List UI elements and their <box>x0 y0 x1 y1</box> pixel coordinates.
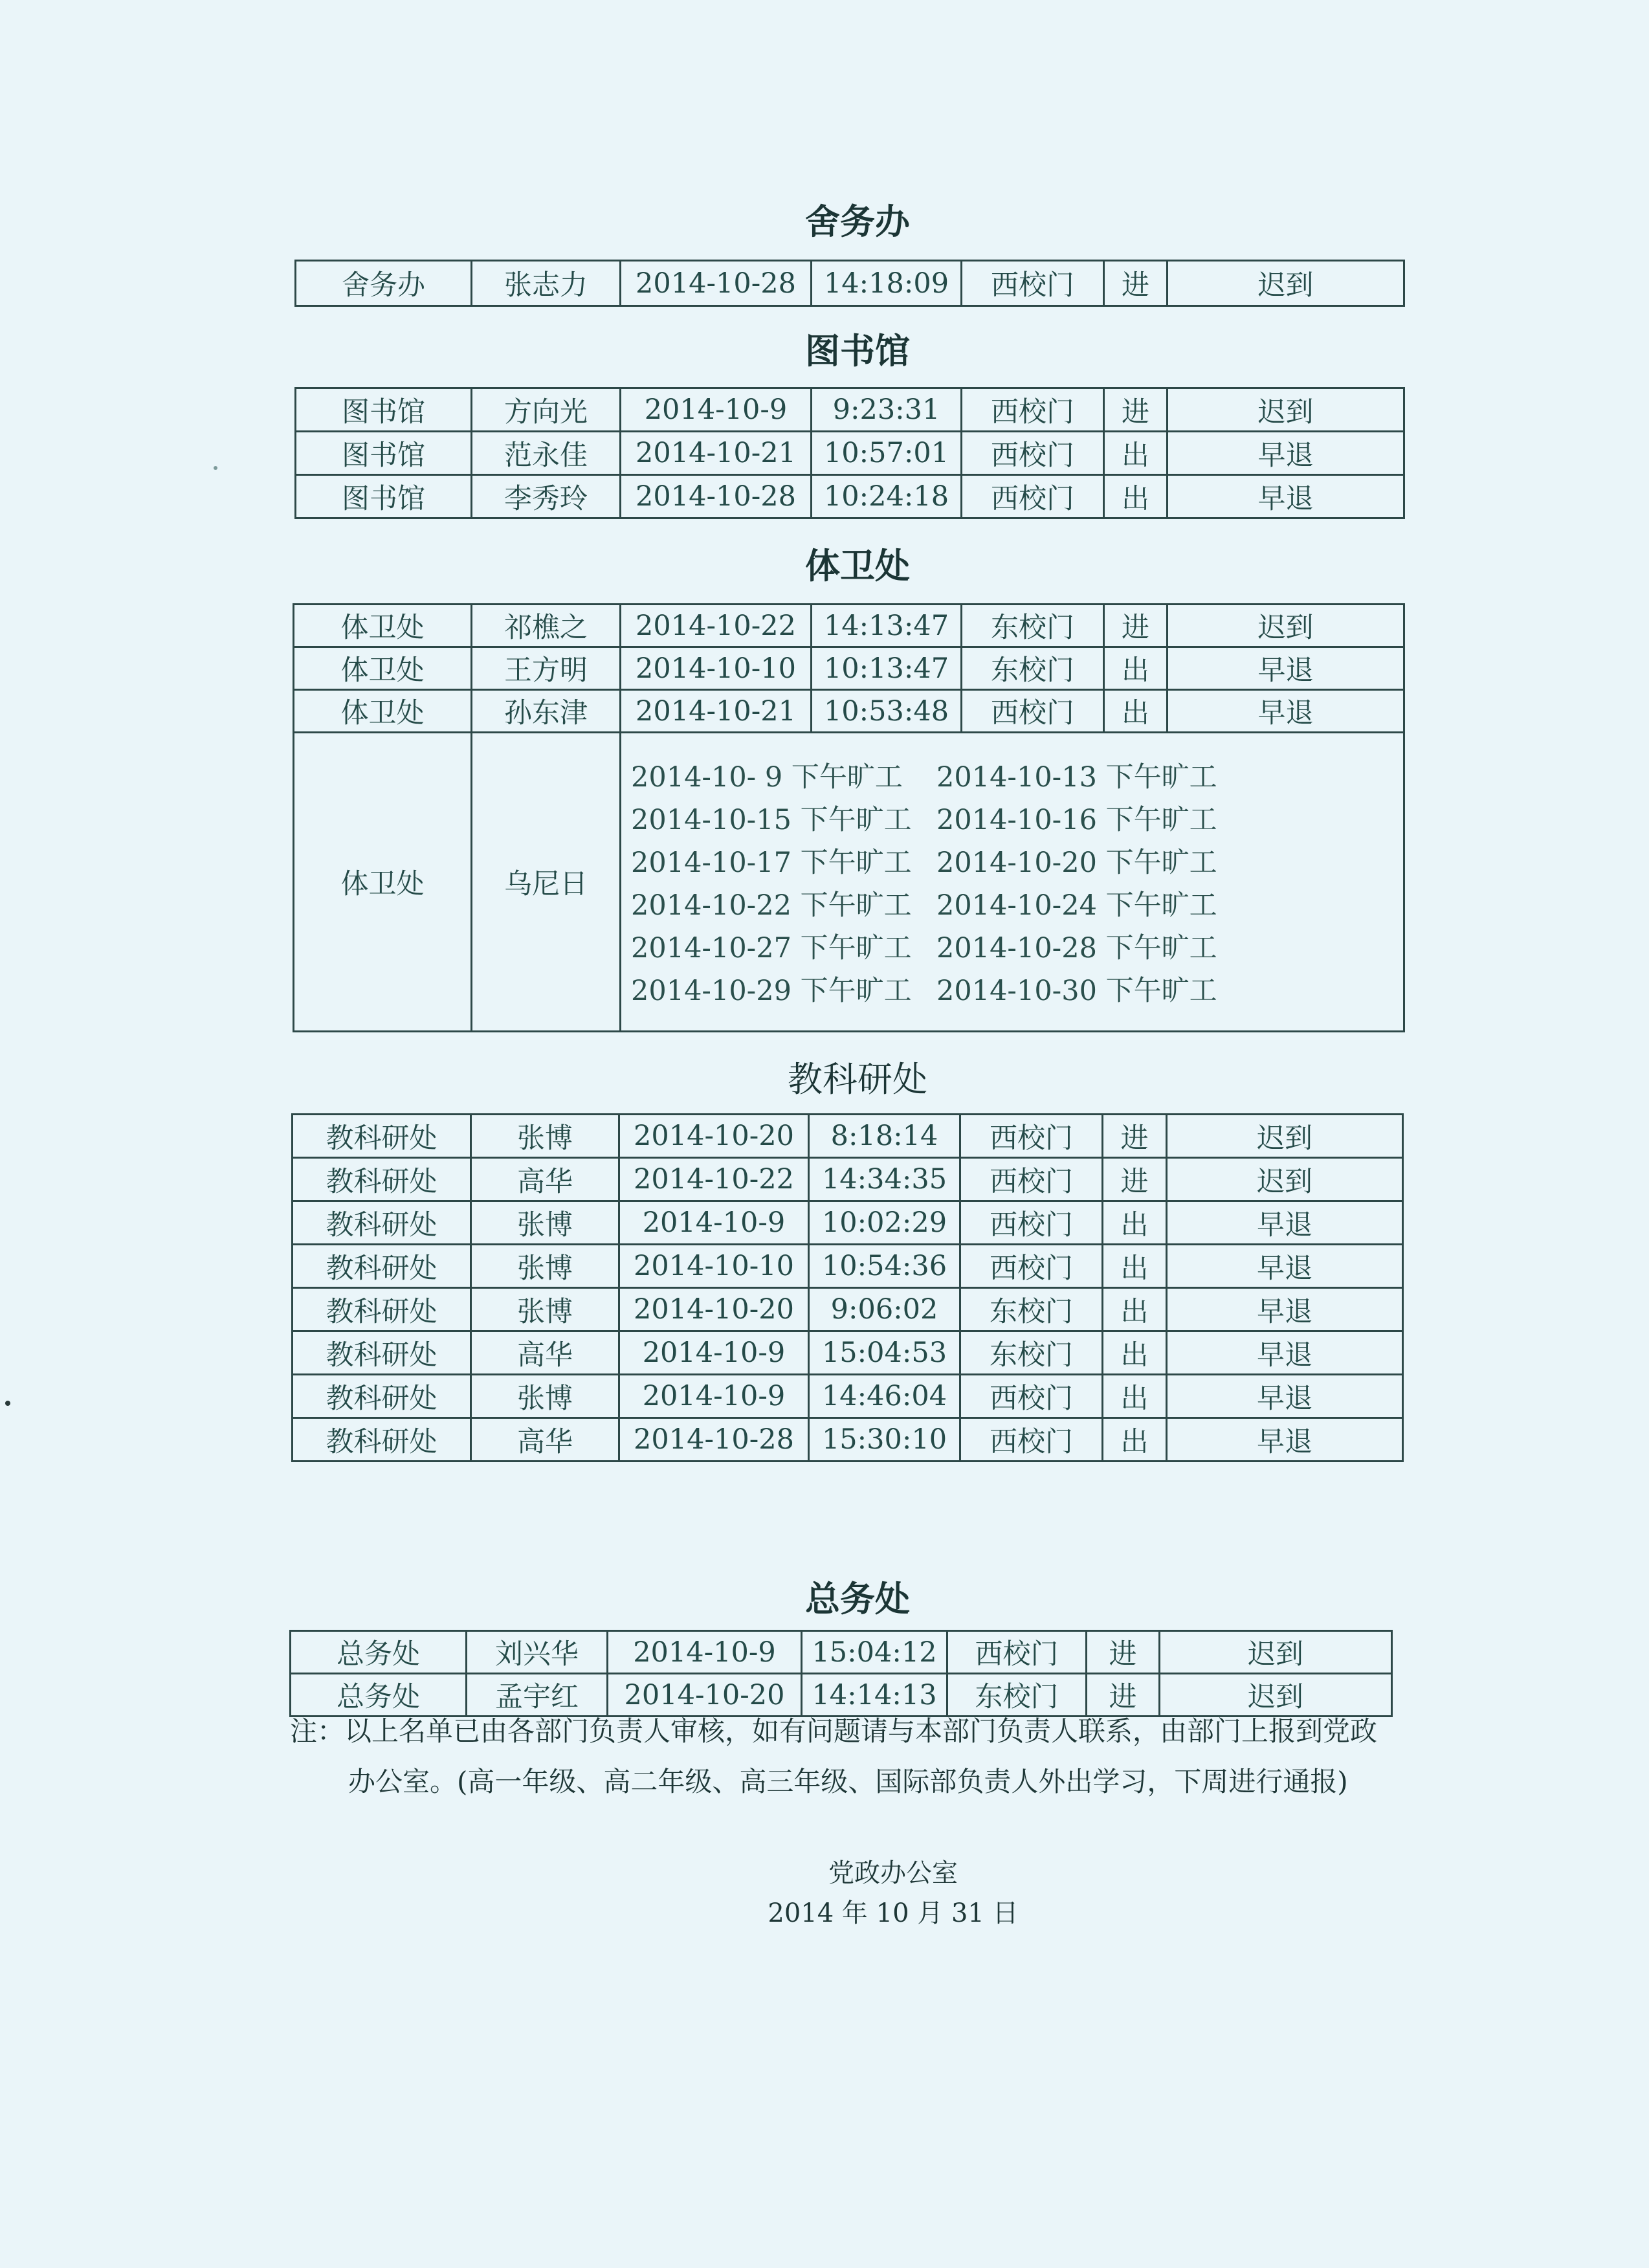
dept-cell: 舍务办 <box>296 261 472 306</box>
direction-cell: 进 <box>1104 605 1168 647</box>
direction-cell: 进 <box>1104 261 1168 306</box>
scan-speck <box>5 1401 10 1406</box>
absence-entry: 2014-10-16 下午旷工 <box>936 804 1217 836</box>
absence-line <box>631 884 1242 927</box>
absence-entry: 2014-10-27 下午旷工 <box>631 932 912 964</box>
status-cell: 早退 <box>1167 1418 1403 1462</box>
dept-cell: 教科研处 <box>293 1418 471 1462</box>
date-cell: 2014-10-28 <box>621 475 812 518</box>
table-row <box>296 475 1404 518</box>
direction-cell: 出 <box>1103 1288 1167 1331</box>
date-cell: 2014-10-21 <box>621 432 812 475</box>
absence-entry: 2014-10-20 下午旷工 <box>936 847 1217 879</box>
status-cell: 迟到 <box>1160 1674 1392 1717</box>
date-cell: 2014-10-9 <box>619 1331 809 1375</box>
time-cell: 14:18:09 <box>812 261 962 306</box>
table-row <box>293 1158 1403 1201</box>
table-row <box>294 690 1404 733</box>
gate-cell: 西校门 <box>962 388 1104 432</box>
absence-line <box>631 799 1242 841</box>
direction-cell: 出 <box>1103 1418 1167 1462</box>
status-cell: 早退 <box>1167 1375 1403 1418</box>
date-cell: 2014-10-20 <box>619 1115 809 1158</box>
status-cell: 迟到 <box>1167 1158 1403 1201</box>
absence-entry: 2014-10-29 下午旷工 <box>631 975 912 1007</box>
section-title-sheng: 舍务办 <box>805 201 910 242</box>
status-cell: 早退 <box>1168 690 1404 733</box>
dept-cell: 体卫处 <box>294 605 472 647</box>
time-cell: 9:23:31 <box>812 388 962 432</box>
status-cell: 早退 <box>1167 1331 1403 1375</box>
date-cell: 2014-10-20 <box>608 1674 802 1717</box>
gate-cell: 西校门 <box>962 261 1104 306</box>
direction-cell: 出 <box>1103 1375 1167 1418</box>
direction-cell: 出 <box>1104 432 1168 475</box>
time-cell: 15:30:10 <box>809 1418 960 1462</box>
table-row <box>293 1375 1403 1418</box>
status-cell: 早退 <box>1167 1201 1403 1245</box>
absence-line <box>631 841 1242 884</box>
name-cell: 张博 <box>471 1245 619 1288</box>
direction-cell: 进 <box>1104 388 1168 432</box>
date-cell: 2014-10-20 <box>619 1288 809 1331</box>
attendance-table-tiwei <box>293 603 1405 733</box>
gate-cell: 西校门 <box>960 1201 1103 1245</box>
footnote-line-1: 注：以上名单已由各部门负责人审核，如有问题请与本部门负责人联系，由部门上报到党政 <box>290 1715 1378 1747</box>
date-cell: 2014-10-22 <box>619 1158 809 1201</box>
time-cell: 15:04:12 <box>802 1631 947 1674</box>
section-title-tiwei: 体卫处 <box>805 545 910 586</box>
name-cell: 张志力 <box>472 261 621 306</box>
dept-cell: 教科研处 <box>293 1245 471 1288</box>
table-row <box>296 432 1404 475</box>
date-cell: 2014-10-22 <box>621 605 812 647</box>
gate-cell: 西校门 <box>960 1375 1103 1418</box>
absence-entry: 2014-10-22 下午旷工 <box>631 889 912 922</box>
status-cell: 早退 <box>1168 647 1404 690</box>
footnote <box>290 1706 1468 1807</box>
gate-cell: 东校门 <box>947 1674 1087 1717</box>
date-cell: 2014-10-9 <box>621 388 812 432</box>
status-cell: 迟到 <box>1160 1631 1392 1674</box>
status-cell: 早退 <box>1168 475 1404 518</box>
name-cell: 张博 <box>471 1288 619 1331</box>
table-row <box>293 1245 1403 1288</box>
name-cell: 张博 <box>471 1201 619 1245</box>
signature-date: 2014 年 10 月 31 日 <box>768 1898 1019 1928</box>
date-cell: 2014-10-10 <box>621 647 812 690</box>
table-row <box>296 388 1404 432</box>
status-cell: 迟到 <box>1168 388 1404 432</box>
time-cell: 10:57:01 <box>812 432 962 475</box>
time-cell: 15:04:53 <box>809 1331 960 1375</box>
date-cell: 2014-10-9 <box>608 1631 802 1674</box>
time-cell: 10:54:36 <box>809 1245 960 1288</box>
direction-cell: 出 <box>1103 1245 1167 1288</box>
name-cell: 孟宇红 <box>467 1674 608 1717</box>
name-cell: 孙东津 <box>472 690 621 733</box>
direction-cell: 进 <box>1103 1158 1167 1201</box>
gate-cell: 西校门 <box>962 690 1104 733</box>
dept-cell: 教科研处 <box>293 1158 471 1201</box>
date-cell: 2014-10-9 <box>619 1375 809 1418</box>
section-title-jiaoke: 教科研处 <box>788 1059 927 1100</box>
attendance-table-tushu <box>294 387 1405 519</box>
time-cell: 10:53:48 <box>812 690 962 733</box>
direction-cell: 出 <box>1104 475 1168 518</box>
date-cell: 2014-10-28 <box>621 261 812 306</box>
attendance-table-zongwu <box>289 1630 1393 1717</box>
date-cell: 2014-10-21 <box>621 690 812 733</box>
name-cell: 范永佳 <box>472 432 621 475</box>
status-cell: 迟到 <box>1167 1115 1403 1158</box>
dept-cell: 教科研处 <box>293 1331 471 1375</box>
absence-entry: 2014-10-17 下午旷工 <box>631 847 912 879</box>
status-cell: 早退 <box>1167 1245 1403 1288</box>
name-cell: 高华 <box>471 1418 619 1462</box>
time-cell: 14:46:04 <box>809 1375 960 1418</box>
gate-cell: 西校门 <box>960 1158 1103 1201</box>
absence-entries <box>631 756 1242 1012</box>
gate-cell: 东校门 <box>960 1288 1103 1331</box>
direction-cell: 进 <box>1087 1631 1160 1674</box>
name-cell: 王方明 <box>472 647 621 690</box>
absence-entry: 2014-10-28 下午旷工 <box>936 932 1217 964</box>
absence-line <box>631 927 1242 970</box>
direction-cell: 进 <box>1103 1115 1167 1158</box>
date-cell: 2014-10-10 <box>619 1245 809 1288</box>
dept-cell: 教科研处 <box>293 1201 471 1245</box>
time-cell: 14:14:13 <box>802 1674 947 1717</box>
gate-cell: 东校门 <box>962 647 1104 690</box>
table-row <box>294 647 1404 690</box>
scan-speck <box>214 466 217 470</box>
footnote-line-2: 办公室。(高一年级、高二年级、高三年级、国际部负责人外出学习，下周进行通报) <box>348 1766 1348 1797</box>
absence-entry: 2014-10-24 下午旷工 <box>936 889 1217 922</box>
absence-name: 乌尼日 <box>472 733 621 1032</box>
time-cell: 10:02:29 <box>809 1201 960 1245</box>
status-cell: 早退 <box>1167 1288 1403 1331</box>
table-row <box>291 1631 1392 1674</box>
dept-cell: 图书馆 <box>296 475 472 518</box>
table-row <box>296 261 1404 306</box>
gate-cell: 西校门 <box>960 1115 1103 1158</box>
table-row <box>293 1201 1403 1245</box>
absence-entry: 2014-10- 9 下午旷工 <box>631 761 903 794</box>
table-row <box>294 605 1404 647</box>
section-title-tushu: 图书馆 <box>805 330 910 372</box>
status-cell: 早退 <box>1168 432 1404 475</box>
name-cell: 高华 <box>471 1158 619 1201</box>
date-cell: 2014-10-28 <box>619 1418 809 1462</box>
dept-cell: 总务处 <box>291 1631 467 1674</box>
absence-line <box>631 756 1242 799</box>
name-cell: 祁樵之 <box>472 605 621 647</box>
name-cell: 高华 <box>471 1331 619 1375</box>
absence-entry: 2014-10-15 下午旷工 <box>631 804 912 836</box>
table-row <box>293 1288 1403 1331</box>
gate-cell: 西校门 <box>960 1418 1103 1462</box>
dept-cell: 图书馆 <box>296 432 472 475</box>
gate-cell: 西校门 <box>947 1631 1087 1674</box>
table-row <box>293 1331 1403 1375</box>
dept-cell: 体卫处 <box>294 690 472 733</box>
date-cell: 2014-10-9 <box>619 1201 809 1245</box>
dept-cell: 教科研处 <box>293 1375 471 1418</box>
dept-cell: 体卫处 <box>294 647 472 690</box>
time-cell: 14:13:47 <box>812 605 962 647</box>
time-cell: 9:06:02 <box>809 1288 960 1331</box>
absence-dept: 体卫处 <box>294 733 472 1032</box>
absence-line <box>631 970 1242 1012</box>
dept-cell: 教科研处 <box>293 1288 471 1331</box>
absence-entry: 2014-10-13 下午旷工 <box>936 761 1217 794</box>
name-cell: 方向光 <box>472 388 621 432</box>
direction-cell: 出 <box>1103 1331 1167 1375</box>
section-title-zongwu: 总务处 <box>805 1578 910 1619</box>
attendance-table-sheng <box>294 260 1405 307</box>
dept-cell: 教科研处 <box>293 1115 471 1158</box>
table-row <box>293 1115 1403 1158</box>
direction-cell: 出 <box>1103 1201 1167 1245</box>
name-cell: 张博 <box>471 1375 619 1418</box>
name-cell: 张博 <box>471 1115 619 1158</box>
direction-cell: 出 <box>1104 690 1168 733</box>
gate-cell: 西校门 <box>960 1245 1103 1288</box>
absence-entry: 2014-10-30 下午旷工 <box>936 975 1217 1007</box>
signature-office: 党政办公室 <box>828 1858 958 1888</box>
status-cell: 迟到 <box>1168 605 1404 647</box>
name-cell: 刘兴华 <box>467 1631 608 1674</box>
time-cell: 10:24:18 <box>812 475 962 518</box>
time-cell: 8:18:14 <box>809 1115 960 1158</box>
gate-cell: 西校门 <box>962 475 1104 518</box>
dept-cell: 图书馆 <box>296 388 472 432</box>
time-cell: 14:34:35 <box>809 1158 960 1201</box>
direction-cell: 进 <box>1087 1674 1160 1717</box>
attendance-table-jiaoke <box>291 1113 1404 1462</box>
gate-cell: 西校门 <box>962 432 1104 475</box>
direction-cell: 出 <box>1104 647 1168 690</box>
table-row <box>293 1418 1403 1462</box>
dept-cell: 总务处 <box>291 1674 467 1717</box>
gate-cell: 东校门 <box>960 1331 1103 1375</box>
name-cell: 李秀玲 <box>472 475 621 518</box>
time-cell: 10:13:47 <box>812 647 962 690</box>
gate-cell: 东校门 <box>962 605 1104 647</box>
status-cell: 迟到 <box>1168 261 1404 306</box>
